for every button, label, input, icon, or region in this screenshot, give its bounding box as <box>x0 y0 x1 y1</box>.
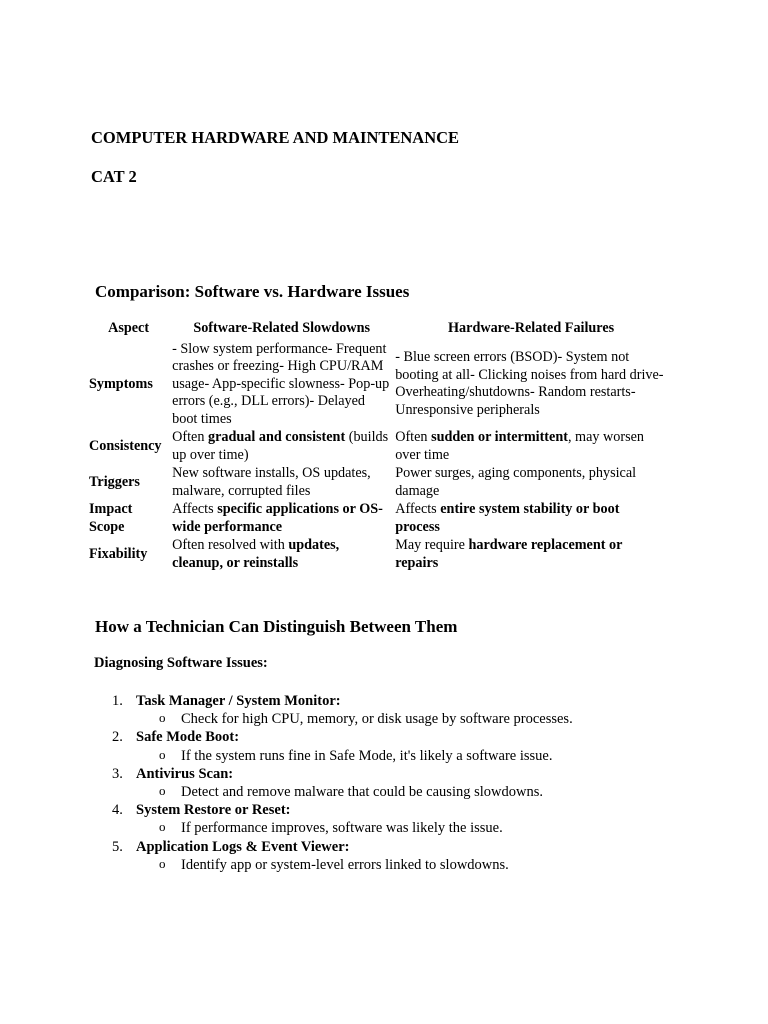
emphasis-text: hardware replacement or repairs <box>395 537 623 571</box>
row-aspect-cell: Consistency <box>89 437 162 454</box>
step-number: 4. <box>112 802 123 819</box>
comparison-table-body <box>87 341 669 574</box>
hardware-cell <box>393 341 669 430</box>
hardware-cell <box>393 501 669 537</box>
hollow-bullet-icon: o <box>159 746 166 762</box>
emphasis-text: entire system stability or boot process <box>395 501 620 535</box>
step-detail-text: Check for high CPU, memory, or disk usage by software processes. <box>181 711 573 728</box>
step-label: Task Manager / System Monitor: <box>136 693 341 709</box>
step-label: Application Logs & Event Viewer: <box>136 838 350 855</box>
column-header-software: Software-Related Slowdowns <box>193 320 371 336</box>
step-number: 5. <box>112 838 123 855</box>
emphasis-text: updates, cleanup, or reinstalls <box>172 537 340 571</box>
step-detail-list <box>136 783 696 801</box>
document-subtitle: CAT 2 <box>91 167 137 186</box>
diagnosing-software-subheading: Diagnosing Software Issues: <box>94 655 268 671</box>
hardware-cell <box>393 465 669 501</box>
step-label: Safe Mode Boot: <box>136 729 240 746</box>
column-header-hardware: Hardware-Related Failures <box>448 320 615 336</box>
row-aspect-cell: Impact Scope <box>89 501 133 535</box>
step-detail-text: If the system runs fine in Safe Mode, it's likely a software issue. <box>181 747 553 764</box>
emphasis-text: specific applications or OS-wide performance <box>172 501 383 535</box>
step-detail-list <box>136 856 696 874</box>
row-aspect-cell: Symptoms <box>89 375 153 392</box>
step-detail-text: If performance improves, software was likely the issue. <box>181 820 503 837</box>
cell-text: Power surges, aging components, physical damage <box>395 465 637 499</box>
software-cell <box>170 501 393 537</box>
row-aspect-cell: Fixability <box>89 545 148 562</box>
cell-text: Often <box>395 429 432 445</box>
software-cell <box>170 341 393 430</box>
hardware-cell <box>393 537 669 573</box>
step-detail-item <box>159 710 696 728</box>
hollow-bullet-icon: o <box>159 783 166 799</box>
step-detail-item <box>159 783 696 801</box>
step-detail-item <box>159 855 696 874</box>
cell-text: May require <box>395 537 469 553</box>
step-number: 1. <box>112 693 123 709</box>
table-row <box>87 537 669 573</box>
hollow-bullet-icon: o <box>159 819 166 835</box>
step-detail-list <box>136 819 696 837</box>
cell-text: - Slow system performance- Frequent crashes or freezing- High CPU/RAM usage- App-specific slowness- Pop-up errors (e.g., DLL errors)- Delayed boot times <box>172 340 390 427</box>
cell-text: Often <box>172 429 208 445</box>
step-detail-item <box>159 819 696 837</box>
cell-text: (builds up over time) <box>172 429 389 463</box>
hollow-bullet-icon: o <box>159 855 166 871</box>
table-row <box>87 501 669 537</box>
cell-text: Often resolved with <box>172 537 289 553</box>
emphasis-text: sudden or intermittent <box>431 429 568 445</box>
cell-text: - Blue screen errors (BSOD)- System not booting at all- Clicking noises from hard drive- Overheating/shutdowns- Random restarts- Unresponsive peripherals <box>395 349 664 418</box>
cell-text: New software installs, OS updates, malware, corrupted files <box>172 465 371 499</box>
list-item <box>112 728 696 764</box>
table-row <box>87 429 669 465</box>
technician-heading: How a Technician Can Distinguish Between Them <box>95 617 458 636</box>
cell-text: Affects <box>395 501 441 517</box>
comparison-table <box>87 320 669 573</box>
step-detail-list <box>136 747 696 765</box>
step-number: 3. <box>112 765 123 782</box>
list-item <box>112 838 696 874</box>
step-detail-item <box>159 746 696 765</box>
software-cell <box>170 537 393 573</box>
emphasis-text: gradual and consistent <box>208 429 346 445</box>
column-header-aspect: Aspect <box>108 320 150 336</box>
row-aspect-cell: Triggers <box>89 473 140 490</box>
step-detail-list <box>136 710 696 728</box>
table-row <box>87 341 669 430</box>
software-cell <box>170 465 393 501</box>
diagnostic-steps-list <box>112 692 696 874</box>
hardware-cell <box>393 429 669 465</box>
document-title: COMPUTER HARDWARE AND MAINTENANCE <box>91 128 460 147</box>
table-row <box>87 465 669 501</box>
table-header-row <box>87 320 669 341</box>
step-label: Antivirus Scan: <box>136 765 234 782</box>
list-item <box>112 692 696 728</box>
list-item <box>112 801 696 837</box>
software-cell <box>170 429 393 465</box>
list-item <box>112 765 696 801</box>
cell-text: Affects <box>172 501 218 517</box>
comparison-heading: Comparison: Software vs. Hardware Issues <box>95 282 410 301</box>
step-detail-text: Detect and remove malware that could be causing slowdowns. <box>181 784 543 801</box>
step-label: System Restore or Reset: <box>136 802 291 819</box>
cell-text: , may worsen over time <box>395 429 644 463</box>
hollow-bullet-icon: o <box>159 710 166 726</box>
step-number: 2. <box>112 729 123 746</box>
step-detail-text: Identify app or system-level errors linked to slowdowns. <box>181 856 509 873</box>
